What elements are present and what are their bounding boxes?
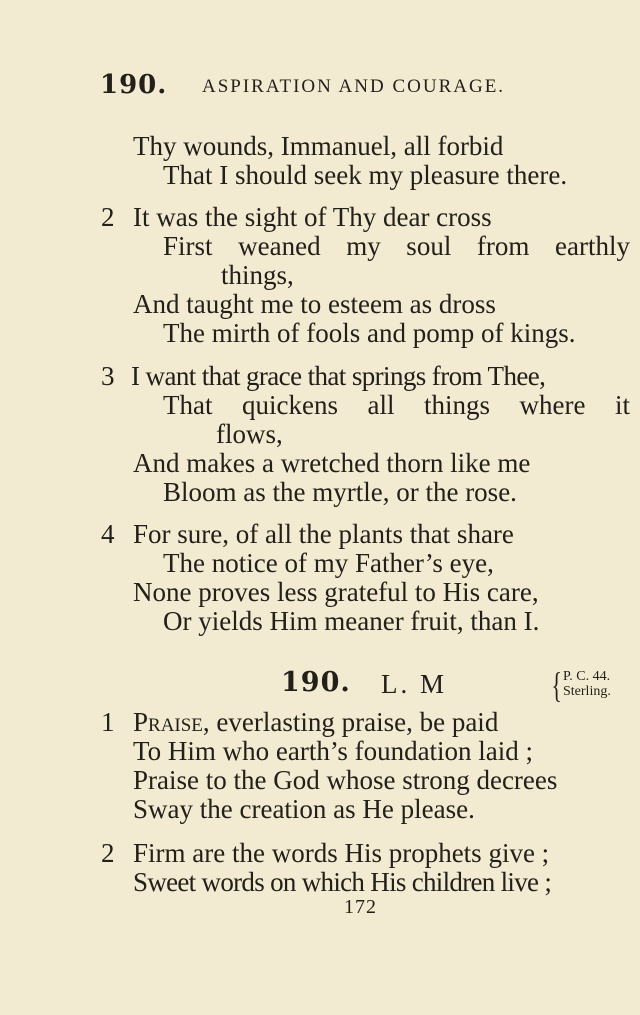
- header-title: ASPIRATION AND COURAGE.: [202, 76, 506, 97]
- verse-line: None proves less grateful to His care,: [133, 577, 539, 607]
- verse-line: That I should seek my pleasure there.: [163, 160, 568, 190]
- verse-number: 2: [101, 202, 115, 232]
- verse-number: 1: [101, 707, 115, 737]
- verse-line: Sweet words on which His children live ;: [133, 867, 552, 897]
- brace-glyph: {: [551, 665, 562, 705]
- verse-line: Bloom as the myrtle, or the rose.: [163, 477, 517, 507]
- verse-line: Thy wounds, Immanuel, all forbid: [133, 131, 504, 161]
- tune-ref: P. C. 44.: [563, 669, 611, 684]
- verse-line: The notice of my Father’s eye,: [163, 548, 494, 578]
- verse-line: And taught me to esteem as dross: [133, 289, 496, 319]
- verse-line: flows,: [216, 419, 283, 449]
- header-hymn-number: 190.: [100, 70, 168, 100]
- first-line-rest: everlasting praise, be paid: [209, 707, 499, 737]
- tune-reference: [563, 669, 611, 699]
- verse-line: Or yields Him meaner fruit, than I.: [163, 606, 540, 636]
- hymn-heading: [0, 665, 640, 705]
- page-number: 172: [344, 896, 377, 918]
- verse-line: I want that grace that springs from Thee,: [131, 361, 546, 391]
- verse-line: That quickens all things where it: [163, 390, 630, 420]
- verse-line: [133, 707, 498, 737]
- verse-line: It was the sight of Thy dear cross: [133, 202, 492, 232]
- tune-name: Sterling.: [563, 684, 611, 699]
- first-word: Praise,: [133, 707, 210, 737]
- verse-number: 2: [101, 838, 115, 868]
- verse-number: 3: [101, 361, 115, 391]
- verse-line: And makes a wretched thorn like me: [133, 448, 531, 478]
- verse-line: The mirth of fools and pomp of kings.: [163, 318, 576, 348]
- verse-number: 4: [101, 519, 115, 549]
- verse-line: things,: [221, 260, 294, 290]
- hymn-meter: L. M: [381, 669, 447, 699]
- verse-line: For sure, of all the plants that share: [133, 519, 514, 549]
- verse-line: Firm are the words His prophets give ;: [133, 838, 550, 868]
- hymn-number: 190.: [281, 667, 351, 698]
- verse-line: To Him who earth’s foundation laid ;: [133, 736, 534, 766]
- running-header: [100, 70, 630, 104]
- verse-line: Sway the creation as He please.: [133, 794, 475, 824]
- verse-line: First weaned my soul from earthly: [163, 231, 630, 261]
- verse-line: Praise to the God whose strong decrees: [133, 765, 558, 795]
